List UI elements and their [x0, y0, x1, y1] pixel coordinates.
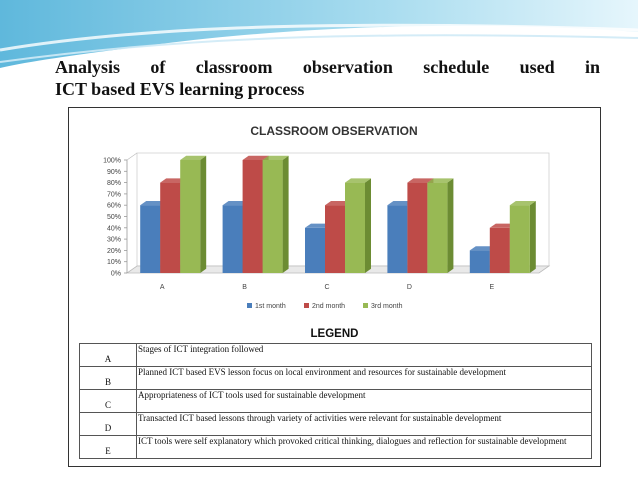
- legend-description: Transacted ICT based lessons through variety of activities were relevant for sustainable development: [137, 413, 592, 436]
- slide-title-word: observation: [302, 57, 393, 77]
- y-tick-label: 50%: [106, 214, 121, 221]
- legend-row: [80, 344, 592, 367]
- bar: [470, 250, 490, 273]
- legend-swatch: [247, 303, 252, 308]
- bar: [140, 205, 160, 273]
- bar: [387, 205, 407, 273]
- legend-row: [80, 367, 592, 390]
- legend-row: [80, 413, 592, 436]
- slide-title-word: used: [519, 57, 555, 77]
- x-tick-label: D: [406, 284, 412, 291]
- legend-row: [80, 390, 592, 413]
- bar: [325, 205, 345, 273]
- x-tick-label: A: [159, 284, 165, 291]
- y-tick-label: 30%: [106, 236, 121, 244]
- bar-side: [530, 201, 536, 273]
- legend-description: ICT tools were self explanatory which provoked critical thinking, dialogues and reflection for sustainable development: [137, 436, 592, 459]
- slide-title-line-2: ICT based EVS learning process: [55, 79, 305, 99]
- bar: [223, 205, 243, 273]
- bar-side: [447, 178, 453, 273]
- y-tick-label: 40%: [106, 225, 121, 233]
- slide-title-word: schedule: [423, 57, 490, 77]
- bar: [305, 228, 325, 273]
- slide-title-word: Analysis: [55, 57, 121, 77]
- legend-entry: 2nd month: [312, 303, 346, 310]
- bar-chart: [69, 108, 600, 323]
- bar: [243, 160, 263, 273]
- bar-side: [283, 156, 289, 273]
- y-tick-label: 80%: [106, 180, 121, 188]
- legend-code: C: [80, 390, 137, 413]
- x-tick-label: B: [242, 284, 247, 291]
- bar: [160, 183, 180, 273]
- legend-title: LEGEND: [310, 328, 359, 340]
- bar: [180, 160, 200, 273]
- legend-table: [79, 343, 592, 459]
- bar: [427, 183, 447, 273]
- chart-title: CLASSROOM OBSERVATION: [250, 124, 418, 138]
- y-axis-depth-line: [127, 153, 137, 160]
- slide-title-word: in: [584, 57, 600, 77]
- y-tick-label: 60%: [106, 202, 121, 210]
- y-tick-label: 20%: [106, 247, 121, 255]
- bar: [263, 160, 283, 273]
- legend-description: Appropriateness of ICT tools used for sustainable development: [137, 390, 592, 413]
- x-tick-label: E: [489, 284, 495, 291]
- bar: [407, 183, 427, 273]
- legend-entry: 1st month: [255, 303, 286, 310]
- bar: [510, 205, 530, 273]
- legend-code: A: [80, 344, 137, 367]
- legend-row: [80, 436, 592, 459]
- legend-description: Planned ICT based EVS lesson focus on local environment and resources for sustainable development: [137, 367, 592, 390]
- legend-entry: 3rd month: [371, 303, 403, 310]
- y-tick-label: 10%: [106, 259, 121, 267]
- legend-swatch: [304, 303, 309, 308]
- slide-title: [55, 56, 600, 100]
- x-tick-label: C: [324, 284, 330, 291]
- bar-side: [365, 178, 371, 273]
- y-tick-label: 90%: [106, 168, 121, 176]
- y-tick-label: 100%: [103, 157, 121, 165]
- legend-description: Stages of ICT integration followed: [137, 344, 592, 367]
- slide-title-line-1: [55, 56, 600, 78]
- legend-code: E: [80, 436, 137, 459]
- legend-code: B: [80, 367, 137, 390]
- legend-swatch: [363, 303, 368, 308]
- bar-side: [200, 156, 206, 273]
- bar: [490, 228, 510, 273]
- y-tick-label: 0%: [110, 270, 121, 278]
- y-tick-label: 70%: [106, 191, 121, 199]
- slide-title-word: classroom: [195, 57, 273, 77]
- legend-code: D: [80, 413, 137, 436]
- bar: [345, 183, 365, 273]
- slide-title-word: of: [150, 57, 166, 77]
- chart-figure: [68, 107, 601, 467]
